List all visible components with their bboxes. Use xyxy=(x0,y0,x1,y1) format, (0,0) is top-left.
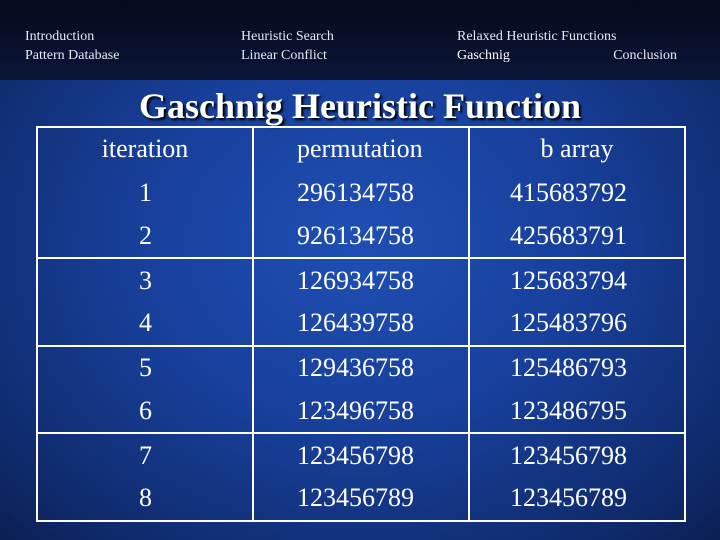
slide-title: Gaschnig Heuristic Function xyxy=(138,86,582,126)
nav-item-relaxed-heuristic-functions[interactable]: Relaxed Heuristic Functions xyxy=(457,29,617,44)
nav-item-pattern-database[interactable]: Pattern Database xyxy=(25,48,120,63)
table-row xyxy=(37,302,685,346)
nav-row-bottom xyxy=(457,46,677,65)
table-row xyxy=(37,390,685,434)
nav-item-conclusion[interactable]: Conclusion xyxy=(613,48,677,63)
cell-permutation: 123456789 xyxy=(253,477,469,521)
cell-b-array: 125683794 xyxy=(469,258,685,302)
cell-b-array: 125483796 xyxy=(469,302,685,346)
cell-b-array: 125486793 xyxy=(469,346,685,390)
cell-permutation: 126934758 xyxy=(253,258,469,302)
nav-column-3 xyxy=(457,27,677,65)
cell-permutation: 123456798 xyxy=(253,433,469,477)
nav-column-1 xyxy=(25,27,119,65)
nav-item-linear-conflict[interactable]: Linear Conflict xyxy=(241,48,327,63)
section-nav-bar xyxy=(0,0,720,80)
cell-b-array: 425683791 xyxy=(469,215,685,259)
header-iteration: iteration xyxy=(37,127,253,171)
nav-column-2 xyxy=(241,27,334,65)
cell-iteration: 4 xyxy=(37,302,253,346)
table-row xyxy=(37,477,685,521)
cell-permutation: 129436758 xyxy=(253,346,469,390)
nav-item-gaschnig[interactable]: Gaschnig xyxy=(457,48,510,63)
table-row xyxy=(37,171,685,215)
cell-iteration: 5 xyxy=(37,346,253,390)
table-header-row xyxy=(37,127,685,171)
cell-permutation: 926134758 xyxy=(253,215,469,259)
cell-b-array: 415683792 xyxy=(469,171,685,215)
cell-permutation: 126439758 xyxy=(253,302,469,346)
nav-item-introduction[interactable]: Introduction xyxy=(25,29,95,44)
cell-iteration: 8 xyxy=(37,477,253,521)
cell-b-array: 123486795 xyxy=(469,390,685,434)
cell-b-array: 123456798 xyxy=(469,433,685,477)
nav-item-heuristic-search[interactable]: Heuristic Search xyxy=(241,29,334,44)
table-row xyxy=(37,258,685,302)
header-b-array: b array xyxy=(469,127,685,171)
cell-iteration: 1 xyxy=(37,171,253,215)
table-row xyxy=(37,215,685,259)
table-row xyxy=(37,346,685,390)
table-row xyxy=(37,433,685,477)
cell-iteration: 7 xyxy=(37,433,253,477)
cell-permutation: 123496758 xyxy=(253,390,469,434)
cell-iteration: 6 xyxy=(37,390,253,434)
cell-b-array: 123456789 xyxy=(469,477,685,521)
cell-iteration: 3 xyxy=(37,258,253,302)
header-permutation: permutation xyxy=(253,127,469,171)
cell-iteration: 2 xyxy=(37,215,253,259)
gaschnig-table xyxy=(36,126,686,522)
cell-permutation: 296134758 xyxy=(253,171,469,215)
